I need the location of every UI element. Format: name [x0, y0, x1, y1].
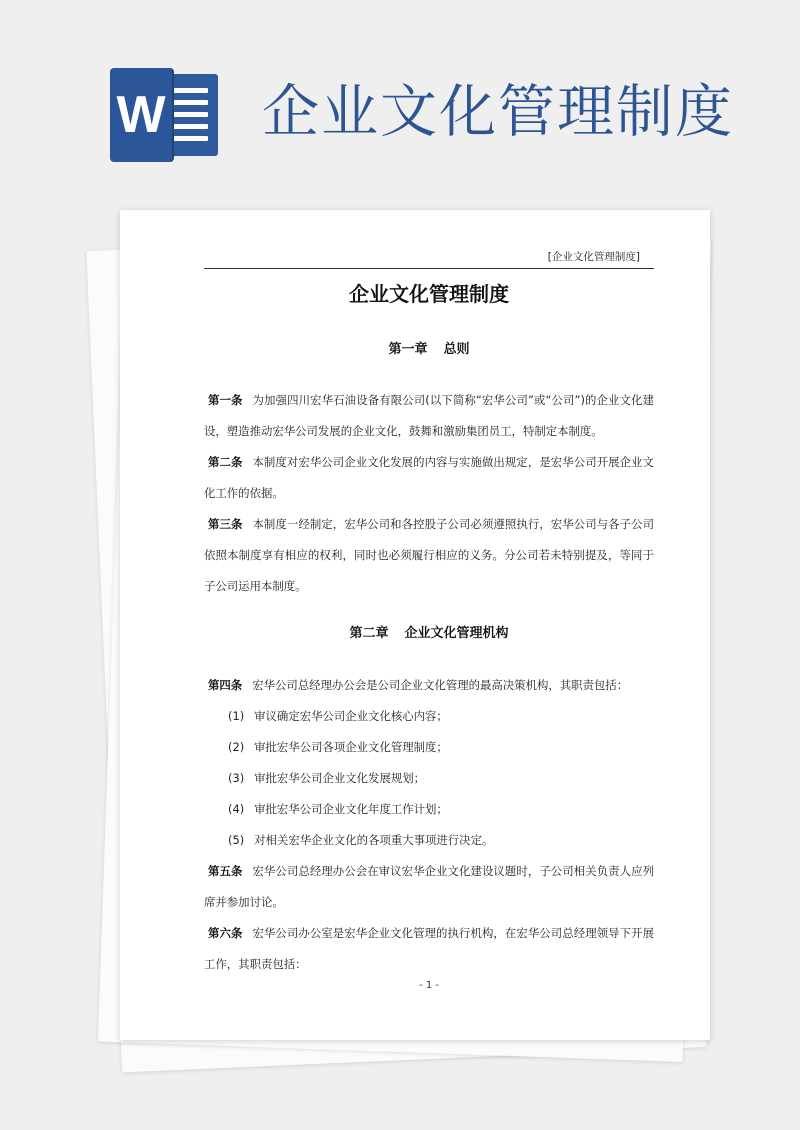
article-text: 宏华公司办公室是宏华企业文化管理的执行机构，在宏华公司总经理领导下开展工作，其职责包括： — [204, 926, 654, 971]
article-paragraph — [204, 918, 654, 980]
list-item-number: (5) — [228, 833, 245, 847]
article-paragraph — [204, 856, 654, 918]
banner-title: 企业文化管理制度 — [262, 79, 734, 145]
article-label: 第四条 — [208, 678, 243, 692]
chapter-name: 企业文化管理机构 — [404, 626, 509, 641]
article-label: 第一条 — [208, 393, 243, 407]
chapter-name: 总则 — [443, 342, 470, 357]
duties-list — [228, 701, 648, 856]
article-label: 第三条 — [208, 517, 243, 531]
word-document-icon — [110, 68, 218, 162]
list-item-number: (4) — [228, 802, 245, 816]
document-title: 企业文化管理制度 — [349, 282, 509, 306]
article-text: 宏华公司总经理办公会在审议宏华企业文化建设议题时，子公司相关负责人应列席并参加讨论。 — [204, 864, 654, 909]
article-label: 第六条 — [208, 926, 243, 940]
list-item — [228, 763, 648, 794]
article-text: 宏华公司总经理办公会是公司企业文化管理的最高决策机构，其职责包括： — [252, 678, 629, 692]
chapter-label: 第二章 — [349, 626, 389, 641]
list-item-number: (2) — [228, 740, 245, 754]
list-item — [228, 794, 648, 825]
header-rule — [204, 268, 654, 269]
page-number: - 1 - — [419, 980, 439, 991]
list-item-text: 审议确定宏华公司企业文化核心内容； — [254, 709, 448, 723]
list-item — [228, 825, 648, 856]
article-paragraph — [204, 509, 654, 602]
chapter-heading — [204, 622, 654, 646]
list-item — [228, 732, 648, 763]
banner-header — [0, 0, 800, 200]
article-paragraph — [204, 447, 654, 509]
list-item-number: (3) — [228, 771, 245, 785]
article-paragraph — [204, 670, 654, 701]
word-icon-badge: W — [110, 68, 172, 162]
list-item-text: 审批宏华公司各项企业文化管理制度； — [254, 740, 448, 754]
article-label: 第五条 — [208, 864, 243, 878]
article-text: 本制度对宏华公司企业文化发展的内容与实施做出规定，是宏华公司开展企业文化工作的依据。 — [204, 455, 654, 500]
list-item-text: 审批宏华公司企业文化发展规划； — [254, 771, 426, 785]
article-paragraph — [204, 385, 654, 447]
article-label: 第二条 — [208, 455, 243, 469]
list-item-text: 审批宏华公司企业文化年度工作计划； — [254, 802, 448, 816]
chapter-heading — [204, 338, 654, 362]
document-page — [120, 210, 710, 1040]
chapter-label: 第一章 — [388, 342, 428, 357]
list-item — [228, 701, 648, 732]
article-text: 为加强四川宏华石油设备有限公司(以下简称“宏华公司”或“公司”)的企业文化建设，塑造推动宏华公司发展的企业文化，鼓舞和激励集团员工，特制定本制度。 — [204, 393, 654, 438]
running-header: [企业文化管理制度] — [547, 251, 640, 263]
article-text: 本制度一经制定，宏华公司和各控股子公司必须遵照执行，宏华公司与各子公司依照本制度享有相应的权利，同时也必须履行相应的义务。分公司若未特别提及，等同于子公司运用本制度。 — [204, 517, 654, 593]
list-item-number: (1) — [228, 709, 245, 723]
list-item-text: 对相关宏华企业文化的各项重大事项进行决定。 — [254, 833, 494, 847]
